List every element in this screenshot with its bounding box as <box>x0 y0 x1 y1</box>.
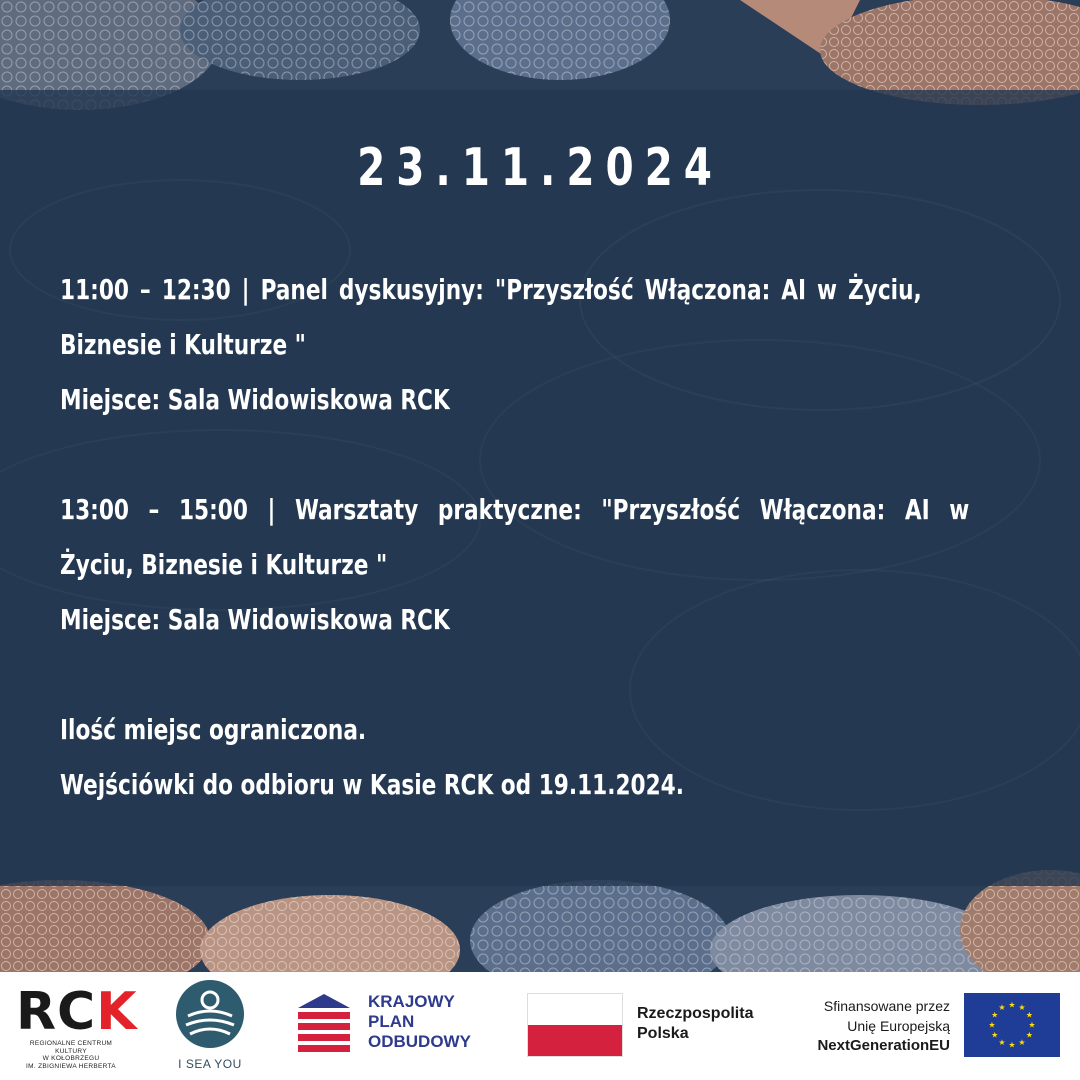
eu-star-icon: ★ <box>1025 1030 1033 1040</box>
i-sea-you-icon <box>174 978 246 1050</box>
eu-line-2: Unię Europejską <box>847 1018 950 1034</box>
event-date: 23.11.2024 <box>357 138 723 198</box>
rck-subtitle-line-2: W KOŁOBRZEGU <box>42 1055 100 1062</box>
eu-funding-text <box>817 996 950 1056</box>
eu-star-icon: ★ <box>998 1037 1006 1047</box>
event-details <box>60 262 1020 812</box>
eu-star-icon: ★ <box>1008 1000 1016 1010</box>
rck-logo-accent: K <box>96 982 138 1042</box>
eu-star-icon: ★ <box>1018 1037 1026 1047</box>
eu-star-icon: ★ <box>991 1030 999 1040</box>
event-2-line-2: Życiu, Biznesie i Kulturze " <box>60 548 388 581</box>
i-sea-you-logo <box>172 978 248 1078</box>
eu-star-icon: ★ <box>988 1020 996 1030</box>
rp-line-2: Polska <box>637 1025 689 1042</box>
event-1-line-2: Biznesie i Kulturze " <box>60 328 306 361</box>
kpo-icon <box>292 990 356 1054</box>
rck-logo <box>16 982 138 1070</box>
event-1-location: Miejsce: Sala Widowiskowa RCK <box>60 383 450 416</box>
eu-star-icon: ★ <box>1025 1010 1033 1020</box>
i-sea-you-label: I SEA YOU <box>178 1057 242 1071</box>
note-limited-seats: Ilość miejsc ograniczona. <box>60 713 367 746</box>
rck-logo-main: RC <box>16 982 97 1042</box>
kpo-logo <box>292 990 502 1060</box>
rck-logo-letters <box>16 982 138 1042</box>
eu-star-icon: ★ <box>991 1010 999 1020</box>
rp-line-1: Rzeczpospolita <box>637 1005 754 1022</box>
rck-logo-subtitle <box>16 1040 126 1070</box>
eu-line-1: Sfinansowane przez <box>823 998 950 1014</box>
note-tickets: Wejściówki do odbioru w Kasie RCK od 19.11.2024. <box>60 768 684 801</box>
rck-subtitle-line-1: REGIONALNE CENTRUM KULTURY <box>29 1040 113 1055</box>
rzeczpospolita-text <box>637 1004 753 1044</box>
eu-star-icon: ★ <box>1018 1003 1026 1013</box>
sponsor-footer <box>0 972 1080 1080</box>
spacer <box>60 427 1020 482</box>
eu-star-icon: ★ <box>998 1003 1006 1013</box>
eu-star-icon: ★ <box>1028 1020 1036 1030</box>
eu-line-3: NextGenerationEU <box>817 1037 950 1054</box>
kpo-line-1: KRAJOWY <box>368 992 455 1011</box>
event-1-line-1: 11:00 – 12:30 | Panel dyskusyjny: "Przyszłość Włączona: AI w Życiu, <box>60 273 922 306</box>
spacer <box>60 647 1020 702</box>
kpo-line-3: ODBUDOWY <box>368 1032 471 1051</box>
eu-star-icon: ★ <box>1008 1040 1016 1050</box>
event-2-line-1: 13:00 – 15:00 | Warsztaty praktyczne: "Przyszłość Włączona: AI w <box>60 493 970 526</box>
event-2-location: Miejsce: Sala Widowiskowa RCK <box>60 603 450 636</box>
eu-flag-icon <box>964 993 1060 1057</box>
rck-subtitle-line-3: IM. ZBIGNIEWA HERBERTA <box>26 1062 116 1070</box>
flag-red-stripe <box>528 1025 622 1056</box>
kpo-line-2: PLAN <box>368 1012 415 1031</box>
polish-flag <box>527 993 623 1057</box>
kpo-text <box>368 992 471 1052</box>
flag-white-stripe <box>528 994 622 1025</box>
